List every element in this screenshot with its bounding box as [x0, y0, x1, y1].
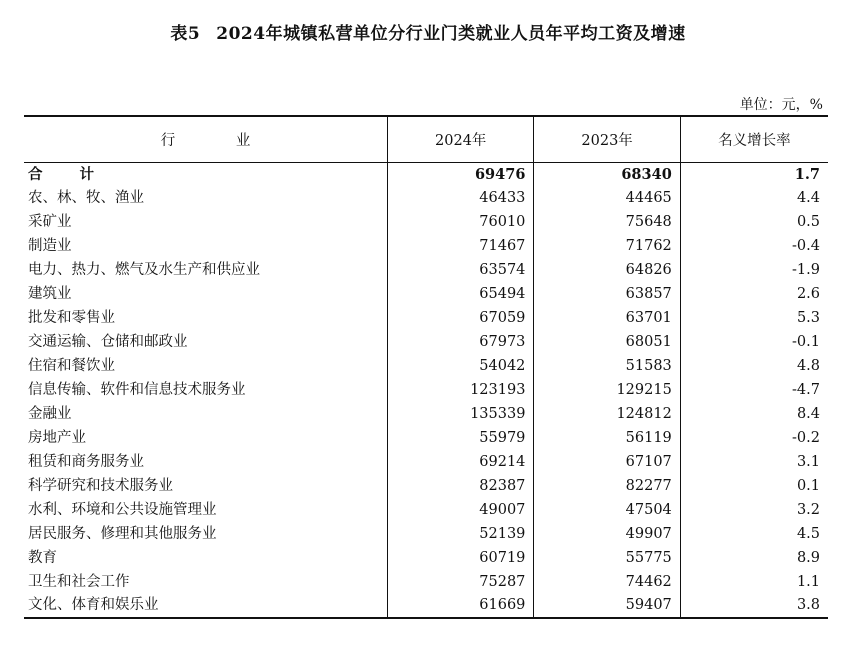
industry-cell: 卫生和社会工作 — [28, 573, 130, 590]
industry-cell: 信息传输、软件和信息技术服务业 — [28, 381, 246, 398]
growth-rate-cell: 4.5 — [680, 522, 828, 546]
industry-cell: 建筑业 — [28, 285, 72, 302]
table-row — [24, 546, 828, 570]
table-row — [24, 498, 828, 522]
wage-2023-cell: 49907 — [534, 522, 680, 546]
table-row — [24, 186, 828, 210]
industry-cell: 居民服务、修理和其他服务业 — [28, 525, 217, 542]
wage-2023-cell: 51583 — [534, 354, 680, 378]
table-title-text: 2024年城镇私营单位分行业门类就业人员年平均工资及增速 — [216, 24, 686, 44]
growth-rate-cell: 8.9 — [680, 546, 828, 570]
wage-2024-cell: 54042 — [388, 354, 534, 378]
wage-2023-cell: 75648 — [534, 210, 680, 234]
unit-note: 单位：元，% — [739, 97, 823, 113]
wage-2024-cell: 67973 — [388, 330, 534, 354]
industry-cell: 制造业 — [28, 237, 72, 254]
table-row — [24, 354, 828, 378]
table-row — [24, 210, 828, 234]
header-industry: 行 业 — [24, 116, 388, 162]
wage-2024-cell: 63574 — [388, 258, 534, 282]
wage-2024-cell: 69476 — [388, 162, 534, 186]
table-row — [24, 330, 828, 354]
wage-2023-cell: 59407 — [534, 594, 680, 618]
industry-cell: 住宿和餐饮业 — [28, 357, 115, 374]
wage-table — [24, 115, 828, 619]
header-growth-rate: 名义增长率 — [680, 116, 828, 162]
growth-rate-cell: -4.7 — [680, 378, 828, 402]
table-row — [24, 402, 828, 426]
growth-rate-cell: 1.1 — [680, 570, 828, 594]
wage-2023-cell: 64826 — [534, 258, 680, 282]
wage-2024-cell: 71467 — [388, 234, 534, 258]
industry-cell: 合 计 — [28, 165, 111, 183]
growth-rate-cell: 0.1 — [680, 474, 828, 498]
industry-cell: 农、林、牧、渔业 — [28, 189, 144, 206]
wage-2023-cell: 129215 — [534, 378, 680, 402]
table-row — [24, 378, 828, 402]
industry-cell: 科学研究和技术服务业 — [28, 477, 173, 494]
wage-2023-cell: 55775 — [534, 546, 680, 570]
wage-2023-cell: 63857 — [534, 282, 680, 306]
header-2023: 2023年 — [534, 116, 680, 162]
table-row — [24, 234, 828, 258]
wage-2024-cell: 135339 — [388, 402, 534, 426]
wage-2024-cell: 67059 — [388, 306, 534, 330]
industry-cell: 水利、环境和公共设施管理业 — [28, 501, 217, 518]
wage-2024-cell: 52139 — [388, 522, 534, 546]
growth-rate-cell: 4.4 — [680, 186, 828, 210]
industry-cell: 教育 — [28, 549, 57, 566]
wage-2024-cell: 46433 — [388, 186, 534, 210]
wage-2024-cell: 55979 — [388, 426, 534, 450]
table-row — [24, 450, 828, 474]
industry-cell: 交通运输、仓储和邮政业 — [28, 333, 188, 350]
growth-rate-cell: 8.4 — [680, 402, 828, 426]
wage-2024-cell: 69214 — [388, 450, 534, 474]
industry-cell: 批发和零售业 — [28, 309, 115, 326]
growth-rate-cell: 0.5 — [680, 210, 828, 234]
wage-2024-cell: 75287 — [388, 570, 534, 594]
growth-rate-cell: -0.1 — [680, 330, 828, 354]
industry-cell: 电力、热力、燃气及水生产和供应业 — [28, 261, 260, 278]
growth-rate-cell: -0.4 — [680, 234, 828, 258]
wage-2023-cell: 124812 — [534, 402, 680, 426]
table-row — [24, 258, 828, 282]
growth-rate-cell: 3.2 — [680, 498, 828, 522]
industry-cell: 文化、体育和娱乐业 — [24, 594, 388, 618]
wage-2024-cell: 49007 — [388, 498, 534, 522]
table-number: 表5 — [170, 24, 201, 44]
wage-2024-cell: 61669 — [388, 594, 534, 618]
growth-rate-cell: 2.6 — [680, 282, 828, 306]
table-row — [24, 570, 828, 594]
growth-rate-cell: -0.2 — [680, 426, 828, 450]
wage-2024-cell: 60719 — [388, 546, 534, 570]
wage-2023-cell: 68340 — [534, 162, 680, 186]
table-header — [24, 116, 828, 162]
growth-rate-cell: 5.3 — [680, 306, 828, 330]
industry-cell: 金融业 — [28, 405, 72, 422]
table-row — [24, 282, 828, 306]
industry-cell: 租赁和商务服务业 — [28, 453, 144, 470]
wage-2024-cell: 65494 — [388, 282, 534, 306]
header-2024: 2024年 — [388, 116, 534, 162]
industry-cell: 房地产业 — [28, 429, 86, 446]
wage-2023-cell: 63701 — [534, 306, 680, 330]
wage-2023-cell: 74462 — [534, 570, 680, 594]
wage-2023-cell: 47504 — [534, 498, 680, 522]
wage-2024-cell: 76010 — [388, 210, 534, 234]
wage-2024-cell: 123193 — [388, 378, 534, 402]
industry-cell: 采矿业 — [28, 213, 72, 230]
growth-rate-cell: 1.7 — [680, 162, 828, 186]
wage-2023-cell: 71762 — [534, 234, 680, 258]
wage-2023-cell: 56119 — [534, 426, 680, 450]
page-title — [0, 19, 856, 44]
total-row — [24, 162, 828, 186]
growth-rate-cell: 3.1 — [680, 450, 828, 474]
wage-2023-cell: 82277 — [534, 474, 680, 498]
header-row — [24, 116, 828, 162]
growth-rate-cell: 4.8 — [680, 354, 828, 378]
table-row — [24, 522, 828, 546]
wage-2023-cell: 67107 — [534, 450, 680, 474]
table-row — [24, 474, 828, 498]
table-body — [24, 162, 828, 618]
wage-2024-cell: 82387 — [388, 474, 534, 498]
growth-rate-cell: -1.9 — [680, 258, 828, 282]
table-row — [24, 306, 828, 330]
growth-rate-cell: 3.8 — [680, 594, 828, 618]
wage-2023-cell: 44465 — [534, 186, 680, 210]
table-row — [24, 594, 828, 618]
table-row — [24, 426, 828, 450]
wage-2023-cell: 68051 — [534, 330, 680, 354]
